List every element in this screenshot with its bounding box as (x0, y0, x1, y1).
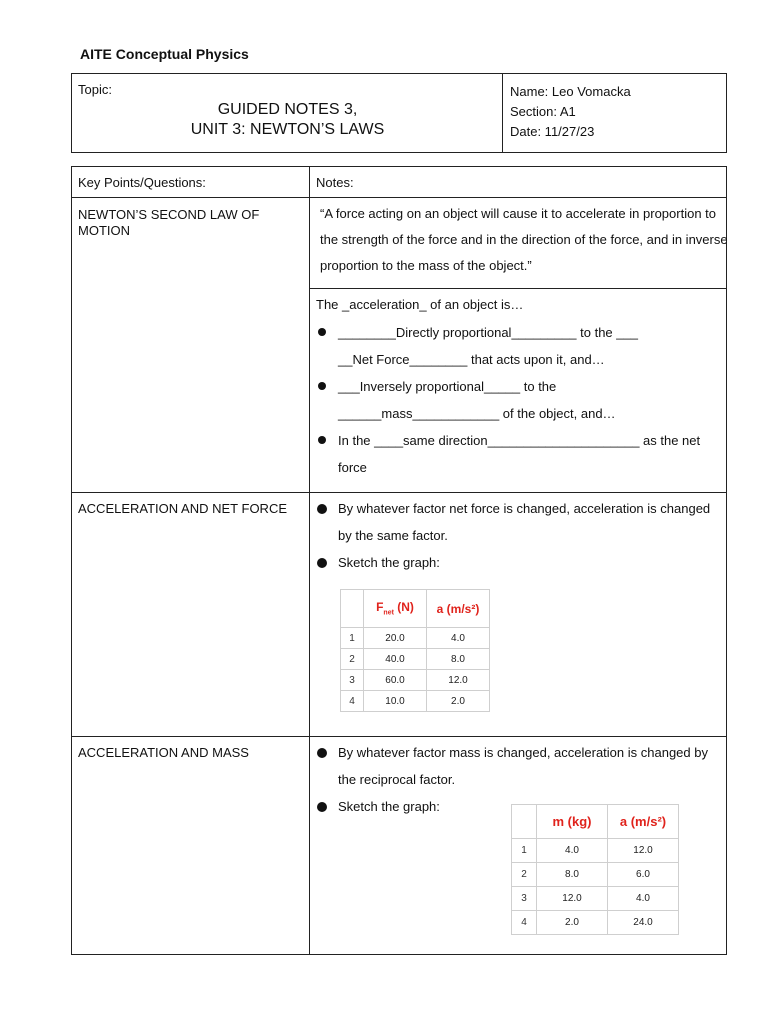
column-divider (309, 167, 310, 954)
table-cell: 2.0 (427, 691, 490, 712)
bullet-text: By whatever factor mass is changed, acceleration is changed by (338, 745, 708, 760)
table-cell: 20.0 (364, 628, 427, 649)
list-item (316, 319, 700, 373)
bullet-text: Sketch the graph: (338, 799, 440, 814)
table-cell: 8.0 (427, 649, 490, 670)
bullet-icon (318, 382, 326, 390)
bullet-text: by the same factor. (338, 528, 448, 543)
bullet-text: __Net Force________ that acts upon it, and… (338, 352, 605, 367)
table-row (341, 670, 490, 691)
bullet-text: ______mass____________ of the object, and… (338, 406, 616, 421)
topic-cell (72, 74, 503, 152)
bullet-text: ___Inversely proportional_____ to the (338, 379, 557, 394)
bullet-text: ________Directly proportional_________ to the ___ (338, 325, 638, 340)
force-accel-table (340, 589, 490, 712)
key-second-law: NEWTON’S SECOND LAW OF MOTION (78, 207, 260, 238)
table-row (341, 649, 490, 670)
table-header-fnet: $F_{net}$ (N) (364, 590, 427, 628)
bullet-text: Sketch the graph: (338, 555, 440, 570)
row-divider (309, 288, 726, 289)
topic-title (72, 100, 503, 140)
list-item (316, 373, 700, 427)
acceleration-intro: The _acceleration_ of an object is… (316, 297, 524, 312)
row-divider (72, 197, 726, 198)
key-accel-net-force: ACCELERATION AND NET FORCE (78, 501, 287, 516)
bullet-icon (317, 558, 327, 568)
table-row (512, 839, 679, 863)
student-info (510, 82, 631, 142)
table-header-accel: a (m/s²) (427, 590, 490, 628)
table-cell: 3 (512, 887, 537, 911)
table-cell: 12.0 (608, 839, 679, 863)
table-row (512, 863, 679, 887)
table-header-accel: a (m/s²) (608, 805, 679, 839)
table-cell: 10.0 (364, 691, 427, 712)
bullet-text: force (338, 460, 367, 475)
table-corner (512, 805, 537, 839)
table-cell: 1 (341, 628, 364, 649)
second-law-quote: “A force acting on an object will cause it to accelerate in proportion to the strength of the force and in the direction of the force, and in inverse proportion to the mass of the object.” (320, 206, 728, 273)
table-header-mass: m (kg) (537, 805, 608, 839)
table-row (341, 628, 490, 649)
table-row (512, 911, 679, 935)
table-corner (341, 590, 364, 628)
table-cell: 12.0 (537, 887, 608, 911)
bullet-icon (318, 436, 326, 444)
table-cell: 24.0 (608, 911, 679, 935)
table-cell: 12.0 (427, 670, 490, 691)
table-cell: 40.0 (364, 649, 427, 670)
table-row (512, 887, 679, 911)
mass-accel-table (511, 804, 679, 935)
header-box (71, 73, 727, 153)
table-cell: 4 (512, 911, 537, 935)
table-cell: 60.0 (364, 670, 427, 691)
table-cell: 3 (341, 670, 364, 691)
accel-force-bullets (316, 495, 728, 576)
list-item (316, 495, 728, 549)
bullet-text: In the ____same direction_____________________ as the net (338, 433, 701, 448)
key-points-header: Key Points/Questions: (78, 175, 206, 190)
table-cell: 4.0 (608, 887, 679, 911)
bullet-text: the reciprocal factor. (338, 772, 456, 787)
table-cell: 8.0 (537, 863, 608, 887)
table-cell: 4.0 (537, 839, 608, 863)
notes-header: Notes: (316, 175, 354, 190)
bullet-icon (317, 748, 327, 758)
table-cell: 6.0 (608, 863, 679, 887)
bullet-text: By whatever factor net force is changed, acceleration is changed (338, 501, 711, 516)
bullet-icon (317, 504, 327, 514)
notes-table (71, 166, 727, 955)
list-item (316, 739, 728, 793)
student-section: Section: A1 (510, 104, 576, 119)
bullet-icon (317, 802, 327, 812)
list-item (316, 549, 728, 576)
key-accel-mass: ACCELERATION AND MASS (78, 745, 249, 760)
second-law-bullets (316, 319, 700, 481)
table-cell: 2 (512, 863, 537, 887)
table-cell: 2.0 (537, 911, 608, 935)
course-title: AITE Conceptual Physics (80, 46, 249, 62)
table-cell: 4.0 (427, 628, 490, 649)
student-name: Name: Leo Vomacka (510, 84, 631, 99)
topic-label: Topic: (78, 82, 112, 97)
table-cell: 4 (341, 691, 364, 712)
list-item (316, 427, 700, 481)
row-divider (72, 736, 726, 737)
row-divider (72, 492, 726, 493)
table-cell: 1 (512, 839, 537, 863)
table-row (341, 691, 490, 712)
topic-line-2: UNIT 3: NEWTON’S LAWS (190, 121, 385, 138)
bullet-icon (318, 328, 326, 336)
table-cell: 2 (341, 649, 364, 670)
notes-date: Date: 11/27/23 (510, 124, 595, 139)
topic-line-1: GUIDED NOTES 3, (217, 101, 358, 118)
